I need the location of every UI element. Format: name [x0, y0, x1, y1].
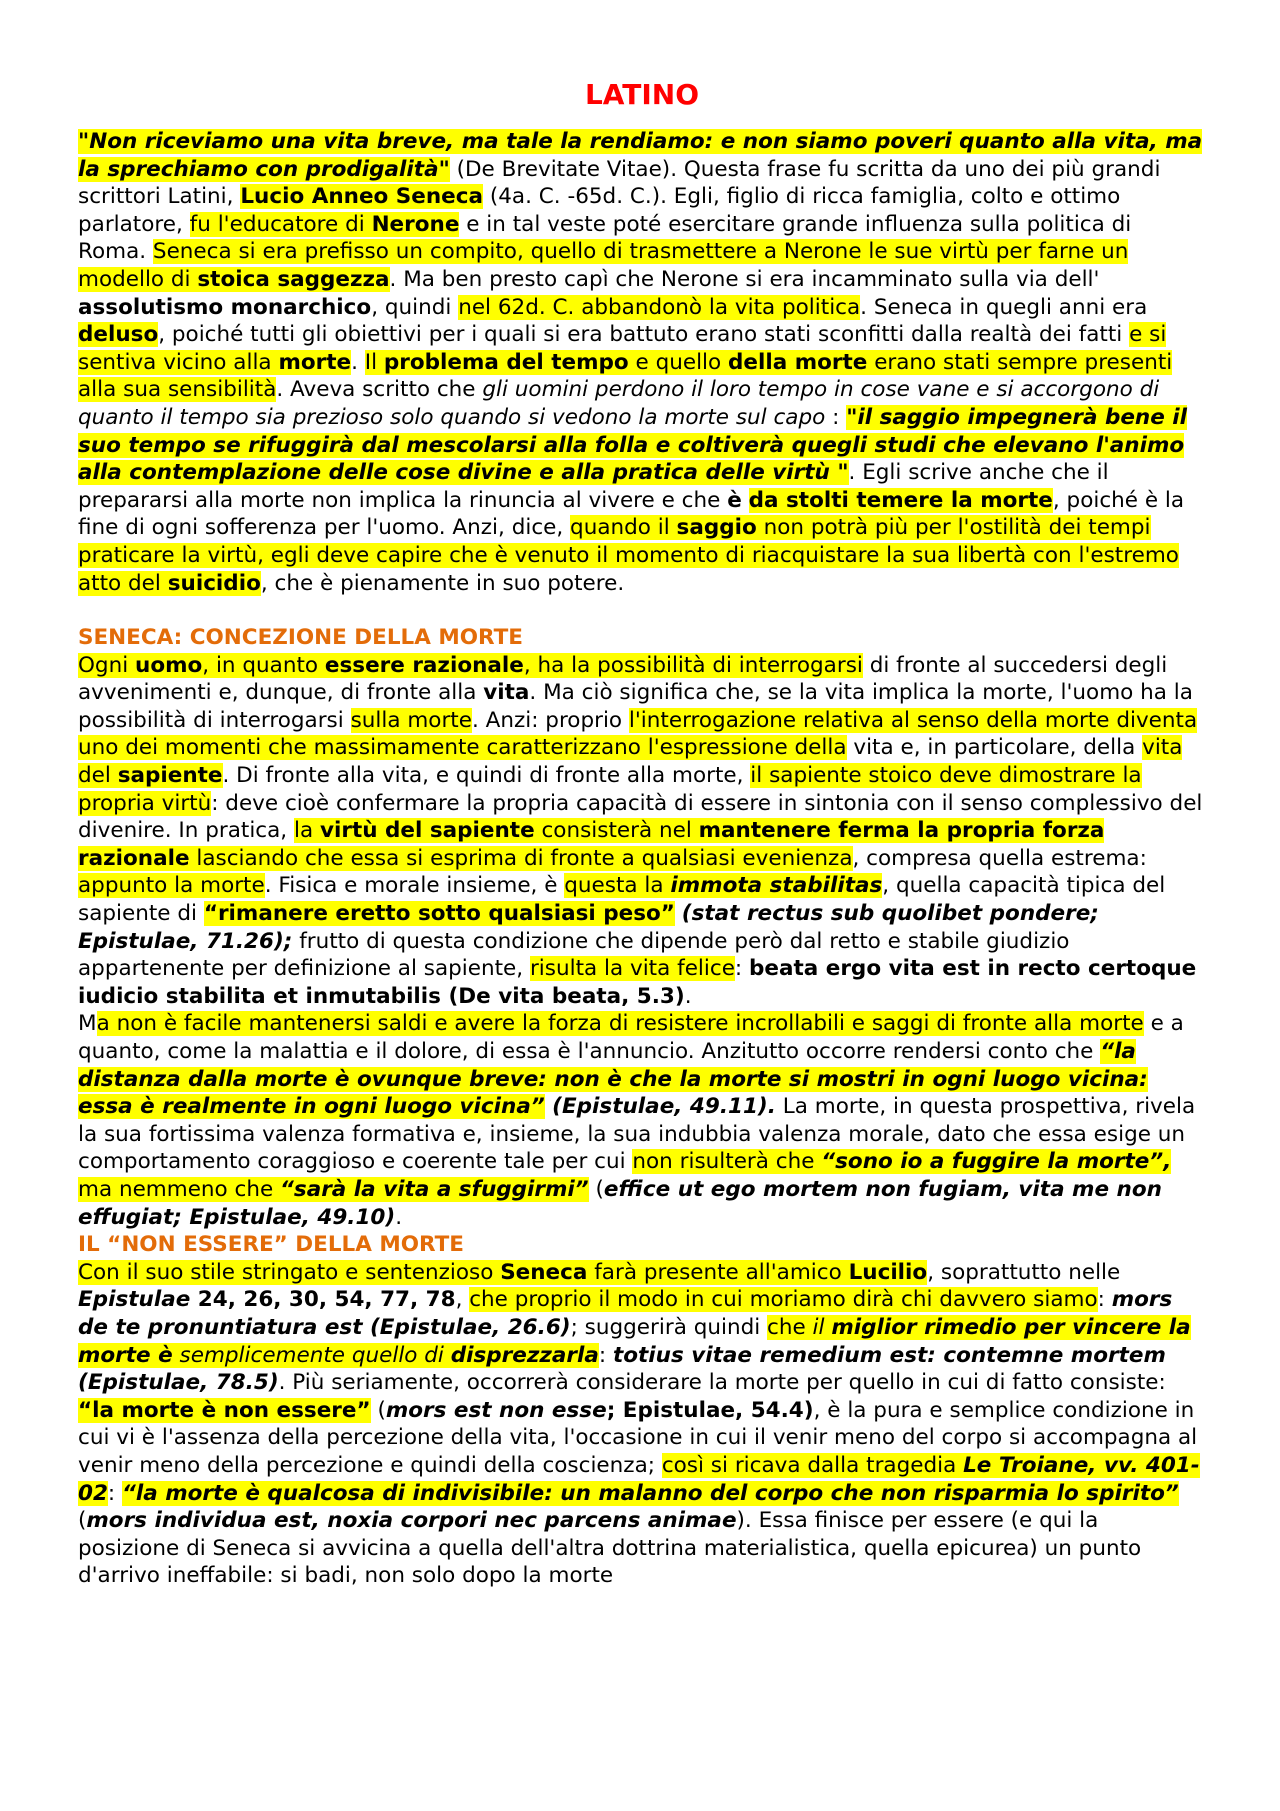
- highlighted-text: il sapiente stoico deve dimostrare la propria virtù: [78, 763, 1142, 816]
- text-run: (stat rectus sub quolibet pondere; Epistulae, 71.26);: [78, 901, 1099, 954]
- highlighted-text: Lucio Anneo Seneca: [240, 184, 484, 210]
- highlighted-text: problema del tempo: [383, 349, 629, 375]
- text-run: 24, 26, 30, 54, 77, 78: [190, 1287, 456, 1313]
- text-run: e in tal veste poté esercitare grande influenza sulla politica di Roma.: [78, 211, 1132, 265]
- document-page: [78, 78, 1206, 1590]
- highlighted-text: “sono io a fuggire la morte”,: [821, 1149, 1172, 1175]
- text-run: . Egli scrive anche che il prepararsi alla morte non implica la rinuncia al vivere e che: [78, 460, 1109, 513]
- highlighted-text: Nerone: [371, 211, 460, 237]
- highlighted-text: , ha la possibilità di interrogarsi: [523, 652, 863, 678]
- text-run: è: [727, 487, 742, 513]
- highlighted-text: mantenere ferma la propria forza razionale: [78, 818, 1105, 871]
- highlighted-text: non risulterà che: [632, 1149, 822, 1175]
- text-run: totius vitae remedium est: contemne mortem (Epistulae, 78.5): [78, 1342, 1166, 1396]
- text-run: , è la pura e semplice condizione in cui vi è l'assenza della percezione della vita, l'occasione in cui il venir meno del corpo si accompagna al venir meno della percezione e quindi della coscienza;: [78, 1397, 1198, 1478]
- text-run: ; suggerirà quindi: [570, 1314, 768, 1340]
- highlighted-text: semplicemente quello di: [172, 1342, 451, 1368]
- text-run: :: [734, 956, 749, 982]
- highlighted-text: Lucilio: [848, 1259, 928, 1285]
- text-run: , quella capacità tipica del sapiente di: [78, 873, 1166, 927]
- section-heading: IL “NON ESSERE” DELLA MORTE: [78, 1232, 464, 1258]
- text-run: , soprattutto nelle: [927, 1259, 1121, 1285]
- highlighted-text: sulla morte: [350, 707, 472, 733]
- text-run: , che è pienamente in suo potere.: [260, 570, 625, 596]
- text-run: beata ergo vita est in recto certoque iudicio stabilita et inmutabilis (De vita beata, 5.3): [78, 956, 1197, 1009]
- text-run: . Più seriamente, occorrerà considerare la morte per quello in cui di fatto consiste:: [278, 1370, 1166, 1396]
- highlighted-text: Seneca si era prefisso un compito, quello di trasmettere a Nerone le sue virtù per farne un modello di: [78, 239, 1129, 292]
- page-title: LATINO: [584, 78, 700, 111]
- highlighted-text: che proprio il modo in cui moriamo dirà chi davvero siamo: [469, 1287, 1098, 1313]
- text-run: mors est non esse: [385, 1397, 607, 1423]
- highlighted-text: “sarà la vita a sfuggirmi”: [280, 1176, 589, 1202]
- highlighted-text: da stolti temere la morte: [748, 487, 1053, 513]
- text-run: ; Epistulae, 54.4): [606, 1397, 814, 1423]
- highlighted-text: virtù del sapiente: [319, 818, 535, 844]
- text-run: Epistulae: [78, 1287, 191, 1313]
- text-run: .: [351, 349, 365, 375]
- section-spacer: [78, 597, 1206, 624]
- text-run: (Epistulae, 49.11).: [544, 1094, 776, 1120]
- section-0: [78, 128, 1206, 597]
- highlighted-text: sapiente: [117, 763, 223, 789]
- paragraph: [78, 1010, 1206, 1231]
- text-run: (: [370, 1397, 386, 1423]
- highlighted-text: erano stati sempre presenti alla sua sensibilità: [78, 349, 1173, 403]
- highlighted-text: che: [767, 1314, 813, 1340]
- highlighted-text: immota stabilitas: [670, 873, 883, 899]
- highlighted-text: la: [293, 818, 320, 844]
- text-run: di fronte al succedersi degli avvenimenti e, dunque, di fronte alla: [78, 652, 1168, 706]
- text-run: : deve cioè confermare la propria capacità di essere in sintonia con il senso complessivo del divenire. In pratica,: [78, 790, 1203, 844]
- highlighted-text: il: [812, 1314, 832, 1340]
- highlighted-text: ma nemmeno che: [78, 1176, 281, 1202]
- section-2: [78, 1231, 1206, 1590]
- text-run: (4a. C. -65d. C.). Egli, figlio di ricca famiglia, colto e ottimo parlatore,: [78, 184, 1121, 237]
- text-run: . Anzi: proprio: [471, 707, 629, 733]
- text-run: [742, 488, 749, 513]
- text-run: , poiché tutti gli obiettivi per i quali si era battuto erano stati sconfitti dalla realtà dei fatti: [158, 322, 1130, 348]
- highlighted-text: Con il suo stile stringato e sentenzioso: [78, 1259, 501, 1285]
- highlighted-text: essere razionale: [324, 652, 524, 678]
- text-run: vita e, in particolare, della: [846, 735, 1143, 761]
- highlighted-text: “rimanere eretto sotto qualsiasi peso”: [203, 901, 675, 927]
- text-run: :: [598, 1342, 613, 1368]
- highlighted-text: saggio: [676, 515, 757, 541]
- highlighted-text: vita del: [78, 735, 1183, 789]
- highlighted-text: Ogni: [78, 652, 136, 678]
- highlighted-text: appunto la morte: [78, 873, 265, 899]
- text-run: . Ma ben presto capì che Nerone si era incamminato sulla via dell': [389, 266, 1100, 292]
- paragraph: [78, 652, 1206, 1011]
- highlighted-text: stoica saggezza: [197, 266, 390, 292]
- text-run: mors individua est, noxia corpori nec parcens animae: [86, 1508, 737, 1534]
- text-run: La morte, in questa prospettiva, rivela la sua fortissima valenza formativa e, insieme, la sua indubbia valenza morale, dato che essa esige un comportamento coraggioso e coerente tale per cui: [78, 1094, 1196, 1175]
- highlighted-text: miglior rimedio per vincere la morte è: [78, 1314, 1191, 1368]
- document-body: [78, 128, 1206, 1590]
- highlighted-text: Il: [364, 349, 384, 375]
- text-run: . Di fronte alla vita, e quindi di fronte alla morte,: [222, 763, 751, 789]
- highlighted-text: deluso: [78, 322, 159, 348]
- section-heading: SENECA: CONCEZIONE DELLA MORTE: [78, 625, 523, 651]
- text-run: assolutismo monarchico: [78, 294, 372, 320]
- highlighted-text: consisterà nel: [534, 818, 699, 844]
- text-run: gli uomini perdono il loro tempo in cose vane e si accorgono di quanto il tempo sia prezioso solo quando si vedono la morte sul capo: [78, 377, 1160, 430]
- highlighted-text: "Non riceviamo una vita breve, ma tale la rendiamo: e non siamo poveri quanto alla vita, ma la sprechiamo con prodigalità": [78, 129, 1203, 182]
- text-run: M: [78, 1011, 97, 1037]
- text-run: ). Essa finisce per essere (e qui la posizione di Seneca si avvicina a quella dell'altra dottrina materialistica, quella epicurea) un punto d'arrivo ineffabile: si badi, non solo dopo la morte: [78, 1508, 1142, 1589]
- text-run: (: [588, 1176, 604, 1202]
- text-run: , poiché è la fine di ogni sofferenza per l'uomo. Anzi, dice,: [78, 487, 1185, 541]
- text-run: [675, 901, 682, 926]
- text-run: . Seneca in quegli anni era: [860, 294, 1148, 320]
- highlighted-text: Le Troiane, vv. 401-02: [78, 1452, 1200, 1506]
- highlighted-text: risulta la vita felice: [529, 956, 735, 982]
- text-run: . Ma ciò significa che, se la vita implica la morte, l'uomo ha la possibilità di interrogarsi: [78, 680, 1193, 733]
- text-run: frutto di questa condizione che dipende però dal retto e stabile giudizio appartenente per definizione al sapiente,: [78, 928, 1070, 982]
- highlighted-text: l'interrogazione relativa al senso della morte diventa uno dei momenti che massimamente caratterizzano l'espressione della: [78, 707, 1198, 761]
- text-run: . Aveva scritto che: [276, 377, 483, 403]
- highlighted-text: morte: [278, 349, 352, 375]
- highlighted-text: quando il: [570, 515, 677, 541]
- text-run: , quindi: [371, 294, 459, 320]
- highlighted-text: a non è facile mantenersi saldi e avere la forza di resistere incrollabili e saggi di fronte alla morte: [96, 1011, 1144, 1037]
- highlighted-text: “la distanza dalla morte è ovunque breve: non è che la morte si mostri in ogni luogo vicina: essa è realmente in ogni luogo vicina”: [78, 1039, 1148, 1120]
- highlighted-text: così si ricava dalla tragedia: [661, 1452, 964, 1478]
- text-run: ,: [455, 1287, 470, 1313]
- highlighted-text: "il saggio impegnerà bene il suo tempo se rifuggirà dal mescolarsi alla folla e coltiverà quegli studi che elevano l'animo alla contemplazione delle cose divine e alla pratica delle virtù ": [78, 404, 1188, 486]
- highlighted-text: non potrà più per l'ostilità dei tempi praticare la virtù, egli deve capire che è venuto il momento di riacquistare la sua libertà con l'estremo atto del: [78, 515, 1179, 596]
- highlighted-text: farà presente all'amico: [587, 1259, 849, 1285]
- highlighted-text: della morte: [728, 349, 868, 375]
- paragraph: [78, 128, 1206, 597]
- text-run: e a quanto, come la malattia e il dolore, di essa è l'annuncio. Anzitutto occorre rendersi conto che: [78, 1011, 1184, 1064]
- text-run: .: [684, 983, 692, 1009]
- highlighted-text: fu l'educatore di: [189, 211, 372, 237]
- text-run: :: [825, 404, 847, 430]
- text-run: , compresa quella estrema:: [852, 845, 1147, 871]
- highlighted-text: uomo: [135, 652, 203, 678]
- text-run: effice ut ego mortem non fugiam, vita me non effugiat; Epistulae, 49.10): [78, 1176, 1162, 1230]
- text-run: . Fisica e morale insieme, è: [264, 873, 565, 899]
- highlighted-text: “la morte è qualcosa di indivisibile: un malanno del corpo che non risparmia lo spirito”: [122, 1480, 1179, 1506]
- highlighted-text: lasciando che essa si esprima di fronte a qualsiasi evenienza: [189, 845, 853, 871]
- highlighted-text: Seneca: [500, 1259, 588, 1285]
- highlighted-text: questa la: [564, 873, 671, 899]
- highlighted-text: , in quanto: [202, 652, 325, 678]
- highlighted-text: suicidio: [167, 570, 261, 596]
- highlighted-text: disprezzarla: [450, 1342, 599, 1368]
- highlighted-text: e quello: [628, 349, 729, 375]
- text-run: vita: [483, 680, 530, 706]
- text-run: :: [1097, 1287, 1112, 1313]
- highlighted-text: nel 62d. C. abbandonò la vita politica: [458, 294, 861, 320]
- text-run: mors de te pronuntiatura est (Epistulae, 26.6): [78, 1287, 1173, 1340]
- text-run: :: [107, 1480, 122, 1506]
- text-run: (De Brevitate Vitae). Questa frase fu scritta da uno dei più grandi scrittori Latini,: [78, 156, 1161, 210]
- section-1: [78, 597, 1206, 1231]
- highlighted-text: e si sentiva vicino alla: [78, 322, 1167, 375]
- text-run: (: [78, 1508, 87, 1534]
- text-run: .: [395, 1204, 403, 1230]
- highlighted-text: “la morte è non essere”: [78, 1397, 371, 1423]
- paragraph: [78, 1259, 1206, 1590]
